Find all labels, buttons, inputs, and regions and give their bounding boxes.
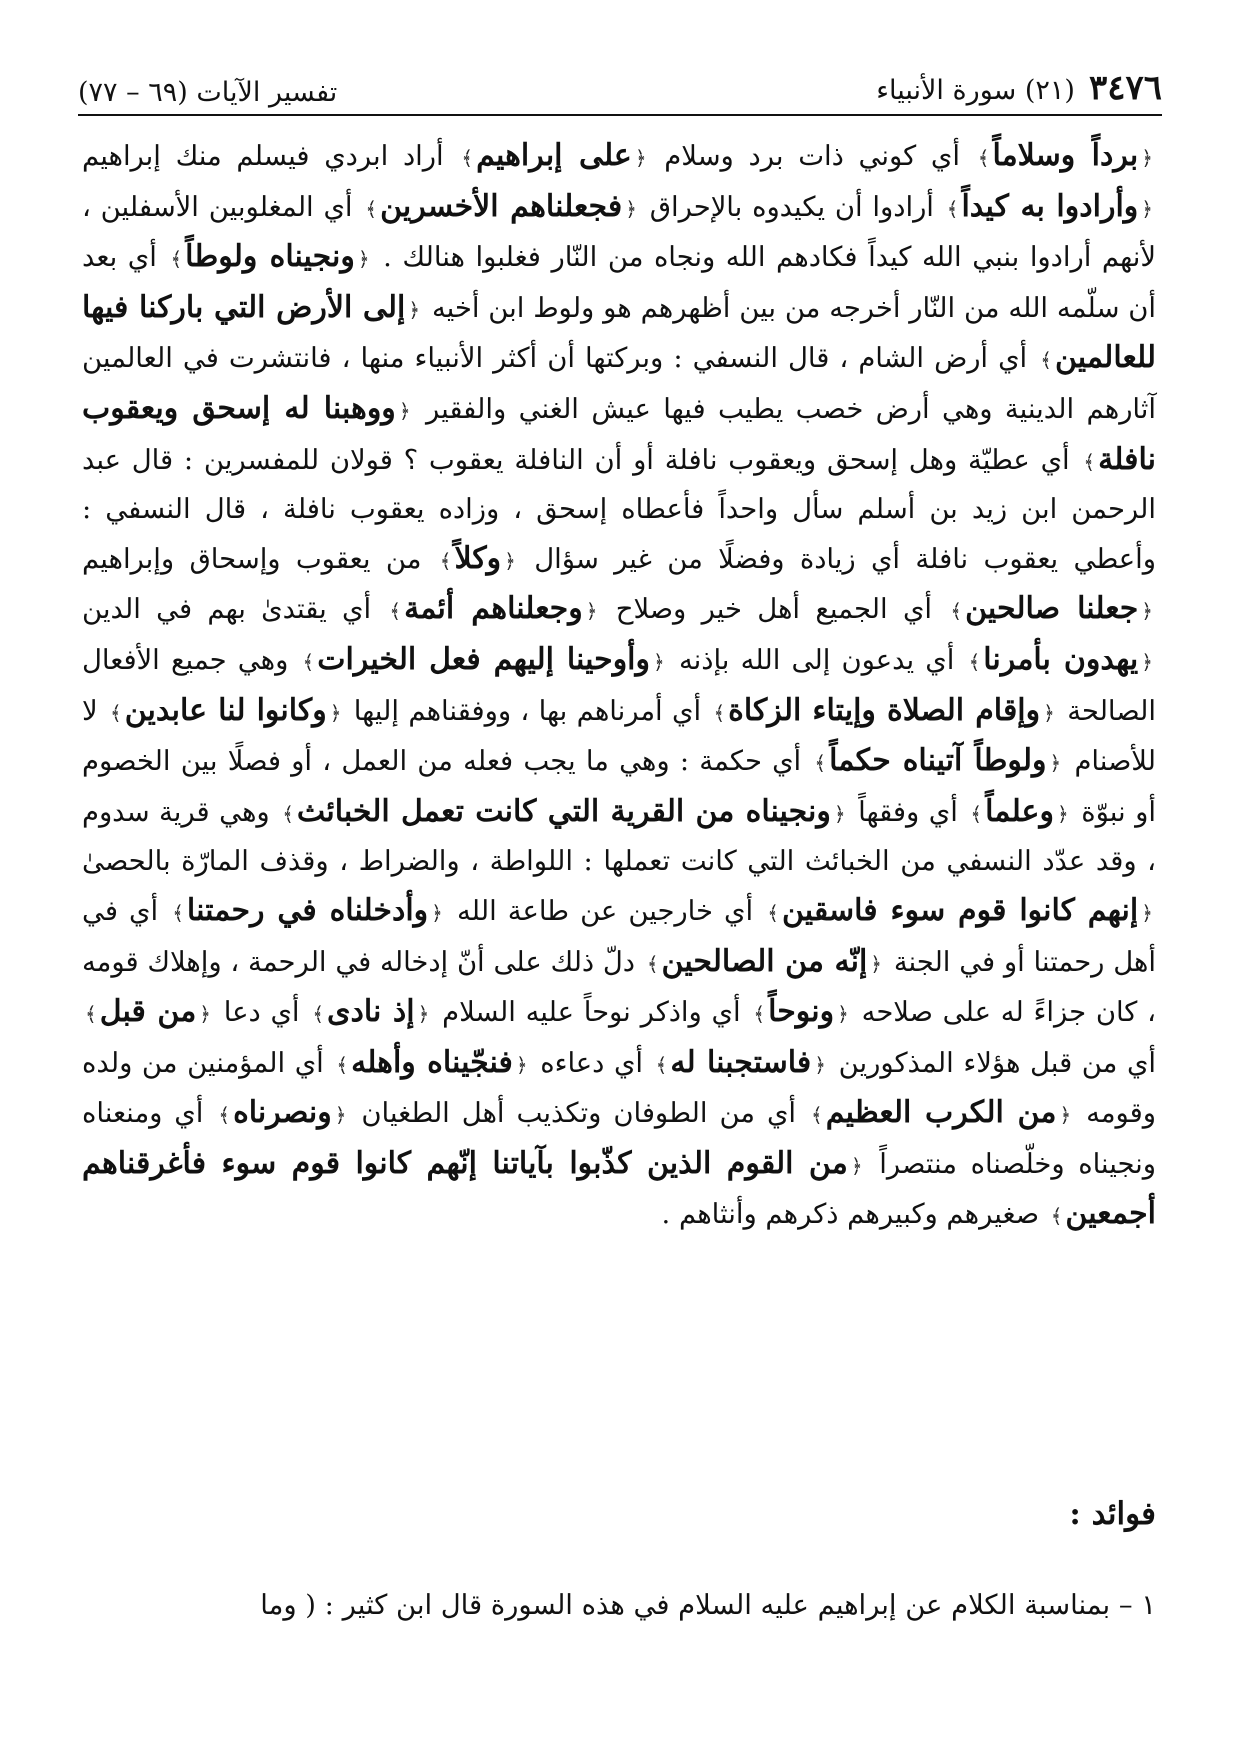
quran-phrase: ونجيناه ولوطاً — [185, 239, 355, 275]
commentary-text: أرادوا أن يكيدوه بالإحراق — [649, 191, 934, 223]
ornament-close: ﴾ — [312, 1002, 325, 1027]
commentary-paragraph — [82, 132, 1156, 1241]
ornament-close: ﴾ — [365, 196, 378, 221]
quran-phrase: فجعلناهم الأخسرين — [380, 188, 623, 224]
ornament-close: ﴾ — [439, 548, 452, 573]
ornament-close: ﴾ — [950, 599, 963, 624]
ornament-close: ﴾ — [968, 649, 981, 674]
quran-phrase: وأوحينا إليهم فعل الخيرات — [317, 641, 651, 677]
header-right-group — [876, 68, 1162, 108]
ornament-open: ﴿ — [850, 1153, 863, 1178]
commentary-text: أي دعا — [223, 997, 300, 1029]
ornament-close: ﴾ — [1050, 1204, 1063, 1229]
quran-phrase: وإقام الصلاة وإيتاء الزكاة — [728, 692, 1041, 728]
ornament-open: ﴿ — [398, 398, 411, 423]
commentary-text: صغيرهم وكبيرهم ذكرهم وأنثاهم . — [661, 1199, 1039, 1231]
quran-phrase: من القوم الذين كذّبوا بآياتنا إنّهم كانوا قوم سوء فأغرقناهم أجمعين — [82, 1145, 1156, 1232]
quran-phrase: وأدخلناه في رحمتنا — [186, 892, 429, 928]
quran-phrase: ونوحاً — [768, 994, 835, 1030]
ornament-close: ﴾ — [655, 1052, 668, 1077]
quran-phrase: إنّه من الصالحين — [661, 943, 868, 979]
quran-phrase: وعلماً — [985, 793, 1054, 829]
ornament-close: ﴾ — [977, 146, 990, 170]
ornament-open: ﴿ — [653, 649, 665, 674]
commentary-text: أي المؤمنين من ولده وقومه — [82, 1047, 1156, 1130]
quran-phrase: ولوطاً آتيناه حكماً — [829, 743, 1047, 779]
commentary-text: أي حكمة : وهي ما يجب فعله من العمل ، أو فصلًا بين الخصوم أو نبوّة — [82, 746, 1157, 828]
ornament-open: ﴿ — [504, 548, 516, 573]
quran-phrase: فاستجبنا له — [670, 1044, 812, 1080]
ornament-open: ﴿ — [837, 1002, 849, 1027]
ornament-open: ﴿ — [1043, 700, 1055, 725]
ornament-open: ﴿ — [408, 297, 421, 322]
commentary-text: أي كوني ذات برد وسلام — [664, 141, 960, 172]
ornament-open: ﴿ — [515, 1052, 528, 1077]
running-header — [78, 58, 1162, 116]
commentary-text: أي أمرناهم بها ، ووفقناهم إليها — [353, 695, 702, 727]
ornament-close: ﴾ — [713, 700, 726, 725]
ornament-close: ﴾ — [946, 196, 959, 221]
ornament-close: ﴾ — [110, 700, 122, 725]
ornament-open: ﴿ — [1141, 649, 1153, 674]
commentary-text: أي عطيّة وهل إسحق ويعقوب نافلة أو أن النافلة يعقوب ؟ قولان للمفسرين : قال عبد الرحمن ابن زيد بن أسلم سأل واحداً فأعطاه إسحق ، وزاده يعقوب نافلة ، قال النسفي : وأعطي يعقوب نافلة أي زيادة وفضلًا من غير سؤال — [82, 444, 1156, 575]
quran-phrase: وكلاً — [454, 540, 502, 576]
commentary-text: وهي قرية سدوم ، وقد عدّد النسفي من الخبائث التي كانت تعملها : اللواطة ، والضراط ، وقذف المارّة بالحصىٰ — [82, 796, 1156, 878]
ornament-close: ﴾ — [767, 900, 779, 925]
commentary-text: أي واذكر نوحاً عليه السلام — [442, 997, 741, 1029]
ornament-close: ﴾ — [282, 801, 294, 826]
quran-phrase: وكانوا لنا عابدين — [124, 692, 327, 728]
commentary-text: أي وفقهاً — [858, 796, 958, 828]
ornament-open: ﴿ — [1141, 900, 1153, 925]
ornament-close: ﴾ — [753, 1002, 766, 1027]
quran-phrase: على إبراهيم — [476, 138, 632, 173]
ornament-open: ﴿ — [585, 599, 598, 624]
quran-phrase: ونجيناه من القرية التي كانت تعمل الخبائث — [296, 793, 831, 829]
ornament-close: ﴾ — [218, 1103, 231, 1128]
ornament-close: ﴾ — [1040, 348, 1052, 373]
ornament-close: ﴾ — [172, 900, 184, 925]
surah-title: (٢١) سورة الأنبياء — [876, 75, 1075, 106]
ornament-open: ﴿ — [431, 900, 443, 925]
ornament-open: ﴿ — [870, 951, 883, 976]
commentary-text: أي في أهل رحمتنا أو في الجنة — [82, 895, 1156, 978]
commentary-text: وهي جميع الأفعال الصالحة — [82, 644, 1156, 727]
ornament-open: ﴿ — [1141, 196, 1153, 221]
section-title: تفسير الآيات (٦٩ – ٧٧) — [78, 77, 338, 108]
commentary-text: أي الجميع أهل خير وصلاح — [615, 594, 933, 626]
ornament-open: ﴿ — [634, 146, 647, 170]
ornament-open: ﴿ — [1059, 1103, 1072, 1128]
commentary-text: أي من الطوفان وتكذيب أهل الطغيان — [361, 1098, 797, 1130]
benefit-item-1: ١ – بمناسبة الكلام عن إبراهيم عليه السلام في هذه السورة قال ابن كثير : ( وما — [260, 1590, 1156, 1621]
ornament-close: ﴾ — [389, 599, 402, 624]
ornament-open: ﴿ — [833, 801, 846, 826]
ornament-close: ﴾ — [336, 1052, 349, 1077]
commentary-text: أي دعاءه — [540, 1047, 644, 1079]
quran-phrase: من الكرب العظيم — [825, 1095, 1057, 1131]
ornament-open: ﴿ — [334, 1103, 347, 1128]
commentary-text: أي خارجين عن طاعة الله — [456, 895, 754, 927]
ornament-open: ﴿ — [814, 1052, 826, 1077]
quran-phrase: إذ نادى — [327, 994, 415, 1030]
ornament-open: ﴿ — [329, 700, 342, 725]
quran-phrase: جعلنا صالحين — [965, 591, 1139, 627]
quran-phrase: فنجّيناه وأهله — [351, 1044, 513, 1080]
ornament-open: ﴿ — [625, 196, 637, 221]
quran-phrase: وأرادوا به كيداً — [961, 188, 1139, 224]
commentary-text: من يعقوب وإسحاق وإبراهيم — [82, 543, 422, 575]
quran-phrase: إلى الأرض التي باركنا فيها للعالمين — [82, 289, 1157, 376]
commentary-text: أي ومنعناه ونجيناه وخلّصناه منتصراً — [82, 1098, 1156, 1180]
ornament-open: ﴿ — [1049, 751, 1062, 776]
ornament-close: ﴾ — [302, 649, 315, 674]
quran-phrase: وجعلناهم أئمة — [404, 591, 583, 627]
commentary-text: أي من قبل هؤلاء المذكورين — [838, 1047, 1156, 1079]
quran-phrase: من قبل — [99, 994, 197, 1030]
commentary-text: أي بعد أن سلّمه الله من النّار أخرجه من بين أظهرهم هو ولوط ابن أخيه — [82, 242, 1156, 324]
quran-phrase: ووهبنا له إسحق ويعقوب نافلة — [82, 390, 1156, 477]
ornament-open: ﴿ — [1056, 801, 1069, 826]
ornament-close: ﴾ — [811, 1103, 823, 1128]
benefits-heading: فوائد : — [1069, 1496, 1156, 1532]
quran-phrase: برداً وسلاماً — [992, 138, 1139, 173]
ornament-close: ﴾ — [646, 951, 659, 976]
commentary-text: أي يدعون إلى الله بإذنه — [678, 644, 955, 676]
quran-phrase: يهدون بأمرنا — [983, 641, 1139, 677]
page-number: ٣٤٧٦ — [1088, 68, 1162, 108]
commentary-text: أي أرض الشام ، قال النسفي : وبركتها أن أكثر الأنبياء منها ، فانتشرت في العالمين آثارهم الدينية وهي أرض خصب يطيب فيها عيش الغني والفقير — [82, 343, 1156, 425]
ornament-open: ﴿ — [1141, 146, 1153, 170]
ornament-open: ﴿ — [1141, 599, 1153, 624]
ornament-close: ﴾ — [461, 146, 474, 170]
ornament-close: ﴾ — [970, 801, 983, 826]
ornament-open: ﴿ — [417, 1002, 430, 1027]
ornament-open: ﴿ — [199, 1002, 211, 1027]
ornament-close: ﴾ — [85, 1002, 97, 1027]
ornament-close: ﴾ — [814, 751, 827, 776]
ornament-close: ﴾ — [170, 247, 183, 272]
ornament-close: ﴾ — [1083, 449, 1096, 474]
commentary-text: أي يقتدىٰ بهم في الدين — [82, 594, 372, 626]
commentary-text: أي المغلوبين الأسفلين ، لأنهم أرادوا بنبي الله كيداً فكادهم الله ونجاه من النّار فغلبوا هنالك . — [82, 191, 1156, 274]
commentary-text: لا للأصنام — [82, 695, 1156, 778]
quran-phrase: ونصرناه — [233, 1095, 332, 1131]
commentary-text: دلّ ذلك على أنّ إدخاله في الرحمة ، وإهلاك قومه ، كان جزاءً له على صلاحه — [82, 946, 1156, 1029]
ornament-open: ﴿ — [357, 247, 370, 272]
commentary-text: أراد ابردي فيسلم منك إبراهيم — [82, 141, 444, 172]
quran-phrase: إنهم كانوا قوم سوء فاسقين — [781, 892, 1139, 928]
